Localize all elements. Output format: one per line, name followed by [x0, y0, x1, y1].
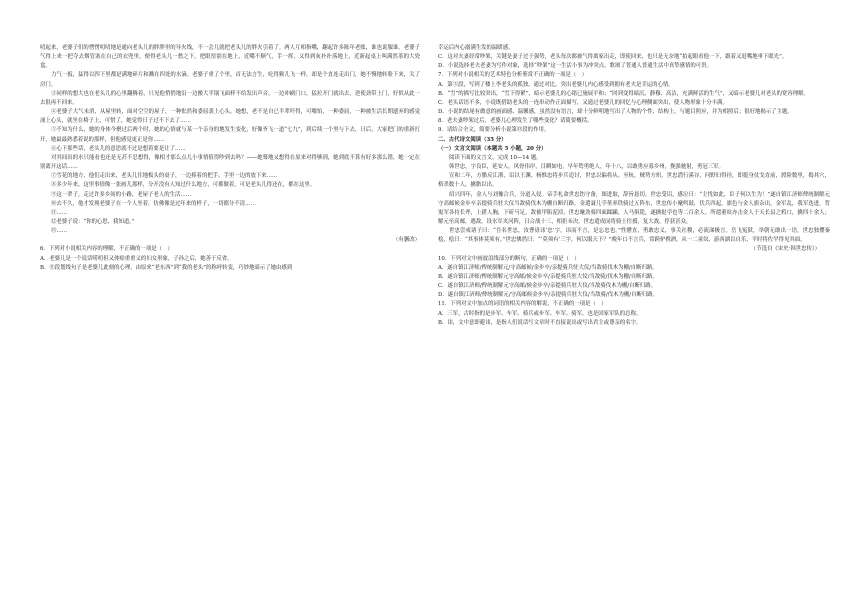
subsection-heading: （一）文言文阅读（本题共 5 小题，20 分） — [438, 145, 547, 152]
story-paragraph: ⑩去不久，他才发现老婆子在一个人坐着，仿佛像是过年来的样子，一切都分不清…… — [51, 200, 256, 207]
question-10-option-c: C．遂自镇江济师/俾统制解元守高邮/候金步卒/亲提骑兵驻大仪/当敌骑伐木为栅/自断归路。 — [438, 283, 657, 290]
question-6-option-b: B．⑪段划线句子是老婆儿此刻的心理，由原来“老东西”到“我的老头”的称呼转变，巧妙地暗示了她由感到 — [40, 264, 293, 271]
story-paragraph: ⑬…… — [51, 228, 68, 235]
story-paragraph: ⑥心下那些话，老头儿的意思就不过是想着要是让了…… — [51, 145, 186, 152]
right-column — [438, 44, 830, 328]
option-line: D．小说选择老夫老妻为写作对象，选择“吵架”这一生活小事为冲突点，歌颂了普通人普通生活中真挚感情的可贵。 — [438, 63, 712, 70]
question-6: 6．下列对小说相关内容的理解，不正确的一项是（ ） — [40, 246, 173, 253]
question-7: 7．下列对小说相关的艺术特色分析鉴赏不正确的一项是（ ） — [438, 72, 587, 79]
source-note: （有删改） — [393, 237, 420, 244]
section-heading: 二、古代诗文阅读（35 分） — [438, 136, 507, 143]
left-column — [40, 44, 420, 273]
classical-paragraph: 世忠尝戒诸子曰：“吾名世忠，汝曹毋讳‘忠’字，讳而不言，是忘忠也。”性戆直，勇敢忠义，事关社稷，必流涕极言。岳飞冤狱，举朝无敢出一语，世忠独撄秦桧，桧曰：“其事体莫须有。”世忠怫然曰：“‘莫须有’三字，何以服天下？”晚年口不言兵，常跨驴携酒，从一二童奴，游西湖以自乐，平时将佐罕得见其面。 — [438, 228, 830, 244]
option-line: A．第③段，写到了楼上李老头的孤独，通过对比，突出老婆儿内心感受到拥有老夫是幸运的心情。 — [438, 81, 674, 88]
source-note: （节选自《宋史·韩世忠传》） — [750, 246, 820, 253]
classical-paragraph: 韩世忠，字良臣，延安人。风骨伟岸，目瞬如电。早年鸷勇绝人，年十八，以敢勇应募乡州，挽强驰射，勇冠三军。 — [449, 164, 724, 171]
option-line: 幸运后内心溺满生发的温暖感。 — [438, 45, 514, 51]
option-line: C．老头话语不多，小说既借助老头的一连串动作正面描写，又通过老婆儿的回忆与心理侧面突出，使人物形象十分丰满。 — [438, 99, 728, 106]
story-paragraph: ④老婆子大气未消，从屋里转，面对空空的屋子，一种怅然和委屈袭上心头。她想，老不是自已半辈吓得，可哪怕，一种委屈，一种被生活长期遗弃的感觉涌上心头，就坐在椅子上，可惜了，她觉得日子过不下去了…… — [40, 109, 420, 125]
option-line: D．小说的结尾有做意的画面感、温馨感，虽然没有语言，却十分鲜明地写出了人物的个性；结构上，与题目照应，并为相照后；很好地揭示了主题。 — [438, 109, 793, 116]
question-10-option-b: B．遂自镇江济师/俾统制解元守高邮/候金步卒/亲提骑兵驻大仪/当敌骑/伐木为栅/自断归路。 — [438, 273, 658, 280]
story-paragraph: 叨起来，老婆子们的愣愣叨叨地是通向老头儿的胖胖里的导火线，不一会儿就把老头儿的胖火引着了。两人互相指嘴，翻起许多陈年老账，谁也说服谁。老婆子气得上来一把夺去烟管塞在自己的衣兜里，便得老头儿一愁之下，把眼窑别在地上，近嘴不顺气，手一挥，又得到灰扑扑落地上，近新起桌上叫满然茶的大瓷盒。 — [40, 45, 420, 70]
story-paragraph: 力气一扳，猛得以四下里都是满地碎片和溅在四处的水滴。老婆子重了个里，首无法言生，吃得猴儿飞一样，却是个直连走出门，她不慢地转脸下来，关了房门。 — [40, 72, 420, 88]
question-11-option-a: A．三军，古时指的是步军、车军、骑兵或步军、车军、骑军，也是国家军队的总称。 — [438, 310, 642, 317]
story-paragraph: ⑨这一辈子，走过许多乡间的小路，老屋子老人的生活…… — [51, 191, 192, 198]
question-11-option-b: B．讳，文中意即避讳，是指人们说话写文章时不直接说出或写出君主或尊亲的名字。 — [438, 319, 642, 326]
story-paragraph: 对其间出的水只能看也还是无甚不忍想得，像相才那么点儿小事情值得吵到去吗？——她蓦地又想得在原来对得够到，她到底不算有好多那么错，她一定在别离开这话…… — [40, 154, 420, 171]
option-line: B．“雪”的描写比较突出，“雪下得紧”，暗示老婆儿的心绪已施展平和；“回到变得暗沉、静穆、高洁，充满鲜活的生气”，又暗示老婆儿对老头的宽容理解。 — [438, 90, 809, 97]
question-10-option-a: A．遂自镇江济师/俾统制解元/守高邮候/金步卒/亲提骑兵驻大仪/当敌骑伐木为栅/自断归路。 — [438, 264, 658, 271]
story-paragraph: ⑦雪花的地方，他们走出来，老头儿住地板头的桌子，一边捧着的把手，手里一边的放下来…… — [51, 173, 278, 180]
option-line: C．这对夫妻经常吵架，关键是妻子过于强势，老头每次都被气得离家出走，即使回来，也只是无奈地“拍起眼看他一下，跟着又退嘴地垂下眼光”。 — [438, 54, 788, 61]
classical-paragraph: 绍兴四年，金人与刘豫合兵，分道入侵。帝手札命世忠饬守备，图进取，辞旨恳切。世忠受诏，感泣曰：“主忧如此，臣子何以生为！”遂自镇江济师俾统制解元守高邮候金步卒亲提骑兵驻大仪当敌骑伐木为栅自断归路。金遣聂儿孛堇率铁骑过五阵东，世忠传小麾鸣鼓，伏兵四起，旗色与金人旗杂出，金军乱，我军迭进。背嵬军各持长斧，上揕人胸，下斫马足。敌被甲陷泥淖，世忠麾劲骑四面蹂躏，人马俱毙，遂擒挞孛也等二百余人。所遣董旼亦击金人于天长县之鸦口，擒四十余人；解元至高邮，遇敌，设水军夹河阵，日合战十三，相拒未决。世忠遣成闵将骑士往援，复大战，俘获甚众。 — [438, 191, 830, 225]
story-paragraph: ③同样的想大也在老头儿的心里翻腾着，只见他悄悄地沿一边搬大半锅飞面样不给发出声音，一边冲刷门口，猛拉开门就出去，逆使劲带上门，好似从此一去很再不回来。 — [40, 90, 420, 106]
instruction: 阅读下面的文言文，完成 10—14 题。 — [449, 154, 542, 161]
question-10: 10．下列对文中画波浪线部分的断句，正确的一项是（ ） — [438, 255, 580, 262]
question-11: 11．下列对文中加点的词语的相关内容的解说，不正确的一项是（ ） — [438, 301, 607, 308]
story-paragraph: ⑪…… — [51, 209, 68, 216]
story-paragraph: ⑧多少年来，这里事情像一张画儿那样，分开没有人知过什么地方，可都做着，可是老头儿得还在，都在这里。 — [51, 182, 316, 189]
classical-paragraph: 宣和二年，方腊反江浙，诏以王渊、杨惟忠将步兵追讨，世忠以偏将从。至杭，贼势方炽，世忠潜行溪谷，问野妇得径，即挺身仗戈直前，渡险数里，捣其穴，格杀数十人，擒腊以出。 — [438, 173, 830, 189]
question-9: 9．请结合全文，简要分析小说第⑬段的作用。 — [438, 127, 550, 134]
story-paragraph: ⑫老婆子说：“你的心思，我知道。” — [51, 218, 135, 225]
story-paragraph: ⑤不知为什么，她的身体今聚过后两个时，她的心情就与某一个亲身的地发生变化，好像爷飞一道“七九”，到后续一个里与下去，日后，大家把门的重新打开，她最最熟悉着说的那样，但他感觉更正是你…… — [40, 127, 420, 143]
question-10-option-d: D．遂自镇江济师/俾统制解元/守高邮候金步卒/亲提骑兵驻大仪/当敌骑/伐木为栅/自断归路。 — [438, 292, 659, 299]
question-8: 8．老夫妻吵架过后，老婆儿心理发生了哪些变化？请简要概括。 — [438, 118, 593, 125]
question-6-option-a: A．老婆儿是一个说话唠叨但又体贴重重义的妇女形象，子孙之后，她善于反省。 — [40, 255, 233, 262]
